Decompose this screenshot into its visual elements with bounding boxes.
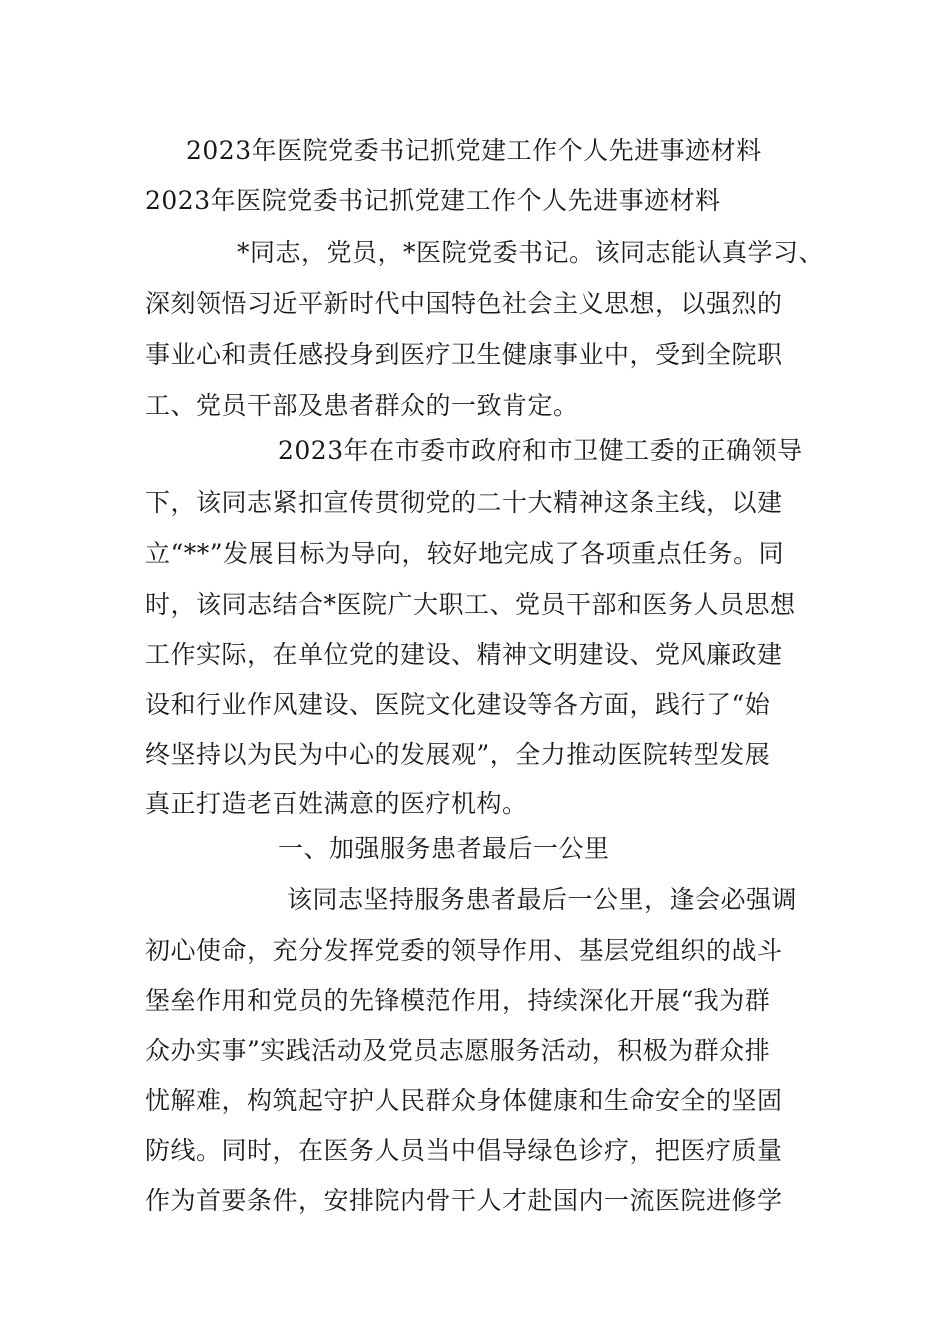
paragraph-line: 时，该同志结合*医院广大职工、党员干部和医务人员思想 bbox=[145, 590, 796, 619]
paragraph-line: 防线。同时，在医务人员当中倡导绿色诊疗，把医疗质量 bbox=[145, 1136, 783, 1165]
document-title: 2023年医院党委书记抓党建工作个人先进事迹材料 bbox=[186, 136, 762, 165]
paragraph-line: 深刻领悟习近平新时代中国特色社会主义思想，以强烈的 bbox=[145, 289, 783, 318]
document-subtitle: 2023年医院党委书记抓党建工作个人先进事迹材料 bbox=[145, 186, 721, 215]
paragraph-line: 忧解难，构筑起守护人民群众身体健康和生命安全的坚固 bbox=[145, 1086, 783, 1115]
paragraph-line: 下，该同志紧扣宣传贯彻党的二十大精神这条主线，以建 bbox=[145, 488, 783, 517]
paragraph-line: 终坚持以为民为中心的发展观”，全力推动医院转型发展 bbox=[145, 740, 771, 769]
paragraph-line: 众办实事”实践活动及党员志愿服务活动，积极为群众排 bbox=[145, 1036, 771, 1065]
paragraph-line: 作为首要条件，安排院内骨干人才赴国内一流医院进修学 bbox=[145, 1186, 783, 1215]
paragraph-line: 立“**”发展目标为导向，较好地完成了各项重点任务。同 bbox=[145, 539, 785, 568]
paragraph-line: 2023年在市委市政府和市卫健工委的正确领导 bbox=[278, 436, 803, 465]
paragraph-line: 真正打造老百姓满意的医疗机构。 bbox=[145, 789, 528, 818]
paragraph-line: 事业心和责任感投身到医疗卫生健康事业中，受到全院职 bbox=[145, 340, 783, 369]
paragraph-line: 工作实际，在单位党的建设、精神文明建设、党风廉政建 bbox=[145, 640, 783, 669]
section-heading: 一、加强服务患者最后一公里 bbox=[278, 834, 610, 863]
paragraph-line: 工、党员干部及患者群众的一致肯定。 bbox=[145, 391, 579, 420]
paragraph-line: 该同志坚持服务患者最后一公里，逢会必强调 bbox=[287, 885, 798, 914]
paragraph-line: 初心使命，充分发挥党委的领导作用、基层党组织的战斗 bbox=[145, 936, 783, 965]
paragraph-line: 堡垒作用和党员的先锋模范作用，持续深化开展“我为群 bbox=[145, 986, 771, 1015]
paragraph-line: *同志，党员，*医院党委书记。该同志能认真学习、 bbox=[237, 238, 825, 267]
paragraph-line: 设和行业作风建设、医院文化建设等各方面，践行了“始 bbox=[145, 690, 771, 719]
